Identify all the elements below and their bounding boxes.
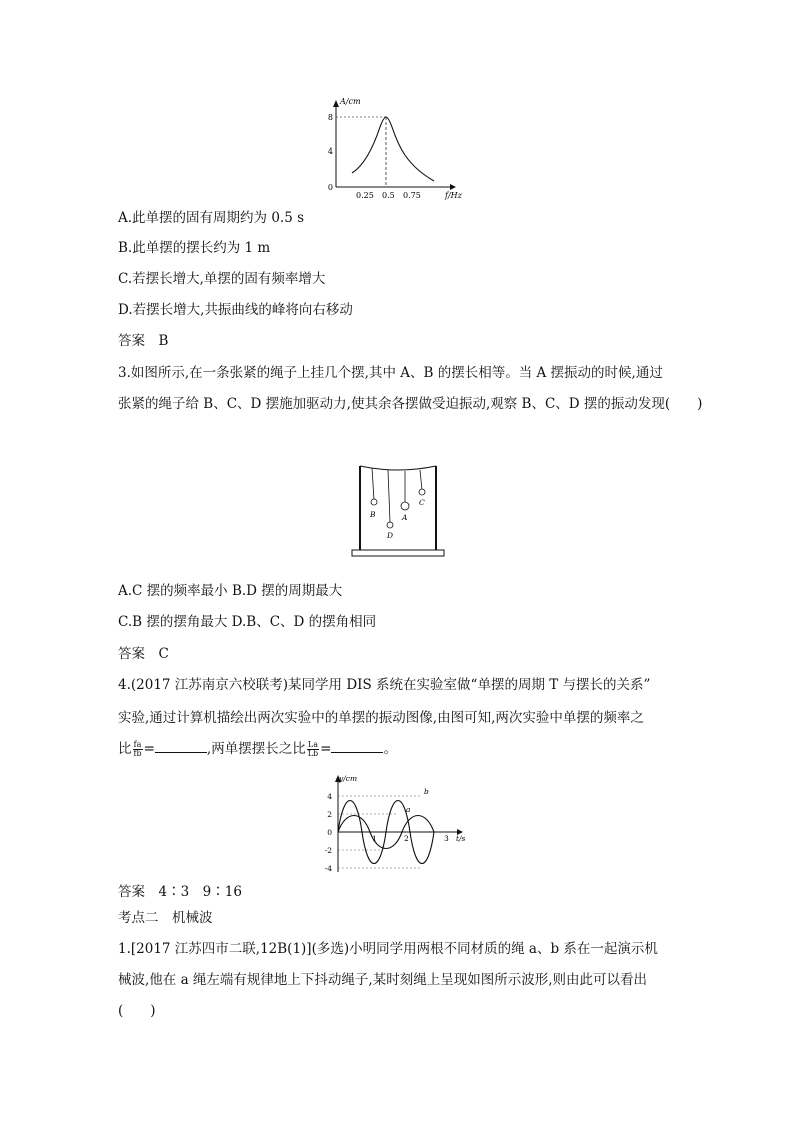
answer-blank-1[interactable]: [155, 740, 207, 753]
x-tick-05: 0.5: [382, 191, 395, 200]
pendulum-d-bob: [387, 522, 393, 528]
q4-answer: 答案 4∶3 9∶16: [118, 884, 242, 900]
label-a: A: [402, 513, 408, 522]
frequency-ratio-fraction: $\frac{fa}{fb}$: [133, 740, 142, 758]
x-axis-label: t/s: [456, 834, 466, 843]
y-tick-neg2: -2: [324, 846, 332, 855]
base-board: [352, 550, 444, 556]
vibration-graph-figure: [318, 770, 478, 875]
q2-answer: 答案 B: [118, 333, 169, 349]
q4-stem-line1: 4.(2017 江苏南京六校联考)某同学用 DIS 系统在实验室做“单摆的周期 T 与摆长的关系”: [118, 677, 651, 693]
q4-ratio-line: 比 $\frac{fa}{fb}$ = ,两单摆摆长之比 $\frac{La}{Lb}$ = 。: [118, 740, 397, 758]
q2-option-b: B.此单摆的摆长约为 1 m: [118, 240, 271, 256]
q3-stem-line2: 张紧的绳子给 B、C、D 摆施加驱动力,使其余各摆做受迫振动,观察 B、C、D 摆的振动发现( ): [118, 396, 703, 412]
y-tick-8: 8: [327, 113, 333, 122]
answer-blank-2[interactable]: [331, 740, 383, 753]
q5-stem-line3: ( ): [118, 1003, 156, 1019]
q3-answer: 答案 C: [118, 646, 169, 662]
y-tick-0: 0: [327, 183, 333, 192]
x-tick-075: 0.75: [403, 191, 421, 200]
y-tick-0: 0: [327, 828, 332, 837]
y-axis-label: A/cm: [340, 97, 361, 106]
q2-option-c: C.若摆长增大,单摆的固有频率增大: [118, 271, 326, 287]
y-tick-4: 4: [327, 147, 333, 156]
pendulum-a-bob: [401, 502, 409, 510]
tight-rope: [360, 466, 436, 470]
length-ratio-fraction: $\frac{La}{Lb}$: [307, 740, 319, 758]
x-tick-1: 1: [372, 834, 377, 843]
curve-b-label: b: [424, 787, 429, 796]
x-tick-025: 0.25: [356, 191, 374, 200]
x-tick-2: 2: [404, 834, 409, 843]
q3-options-line2: C.B 摆的摆角最大 D.B、C、D 的摆角相同: [118, 614, 377, 630]
x-axis-label: f/Hz: [445, 191, 462, 200]
q4-stem-line2: 实验,通过计算机描绘出两次实验中的单摆的振动图像,由图可知,两次实验中单摆的频率之: [118, 710, 644, 726]
y-tick-4: 4: [327, 792, 332, 801]
pendulum-frame-figure: [350, 462, 450, 560]
pendulum-b-bob: [371, 499, 377, 505]
section-heading: 考点二 机械波: [118, 910, 213, 926]
y-tick-neg4: -4: [324, 864, 332, 873]
y-tick-2: 2: [327, 810, 332, 819]
q2-option-d: D.若摆长增大,共振曲线的峰将向右移动: [118, 302, 353, 318]
q5-stem-line2: 械波,他在 a 绳左端有规律地上下抖动绳子,某时刻绳上呈现如图所示波形,则由此可以看出: [118, 972, 648, 988]
pendulum-c-bob: [419, 489, 425, 495]
q3-options-line1: A.C 摆的频率最小 B.D 摆的周期最大: [118, 583, 343, 599]
q2-option-a: A.此单摆的固有周期约为 0.5 s: [118, 210, 305, 226]
resonance-curve-figure: [327, 95, 470, 200]
label-d: D: [387, 531, 394, 540]
y-axis-label: y/cm: [339, 774, 358, 783]
curve-a-label: a: [406, 805, 411, 814]
label-c: C: [419, 498, 425, 507]
q5-stem-line1: 1.[2017 江苏四市二联,12B(1)](多选)小明同学用两根不同材质的绳 a、b 系在一起演示机: [118, 941, 658, 957]
resonance-curve: [352, 117, 434, 181]
label-b: B: [370, 510, 376, 519]
q3-stem-line1: 3.如图所示,在一条张紧的绳子上挂几个摆,其中 A、B 的摆长相等。当 A 摆振动的时候,通过: [118, 365, 663, 381]
x-tick-3: 3: [444, 834, 449, 843]
